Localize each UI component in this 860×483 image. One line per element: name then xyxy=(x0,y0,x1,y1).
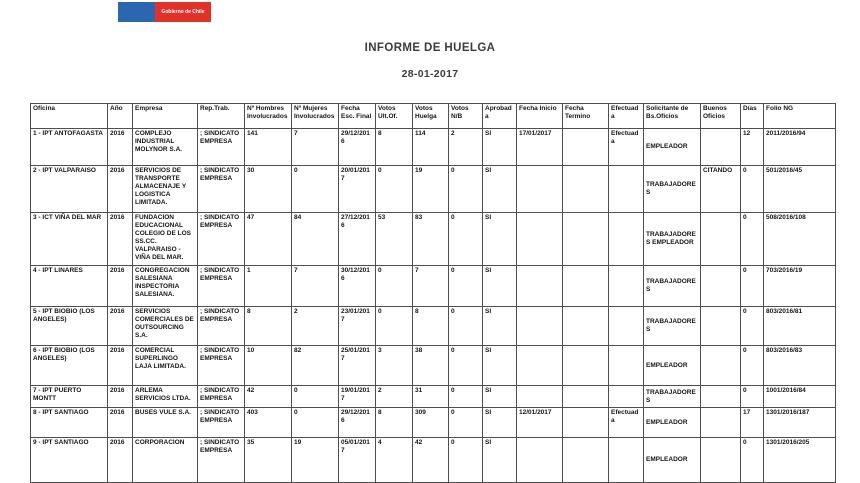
table-cell: 141 xyxy=(245,129,292,166)
column-header: Votos Huelga xyxy=(413,104,449,129)
table-cell xyxy=(609,438,644,483)
table-cell xyxy=(517,213,563,266)
table-cell: 38 xyxy=(413,346,449,386)
table-cell xyxy=(609,213,644,266)
logo-flag-blue-block xyxy=(118,2,155,22)
table-cell: 8 xyxy=(376,408,413,438)
table-cell: 29/12/2016 xyxy=(339,408,376,438)
logo-flag-red-block xyxy=(155,2,211,22)
table-cell: SI xyxy=(483,346,517,386)
column-header: Votos Ult.Of. xyxy=(376,104,413,129)
table-cell: 0 xyxy=(292,386,339,408)
table-cell: 1301/2016/205 xyxy=(764,438,836,483)
table-cell: TRABAJADORES xyxy=(644,386,701,408)
table-cell xyxy=(563,213,609,266)
table-cell: 8 - IPT SANTIAGO xyxy=(31,408,108,438)
table-cell xyxy=(609,166,644,213)
table-cell: 7 - IPT PUERTO MONTT xyxy=(31,386,108,408)
table-cell: COMERCIAL SUPERLINGO LAJA LIMITADA. xyxy=(133,346,198,386)
column-header: Solicitante de Bs.Oficios xyxy=(644,104,701,129)
table-cell: 114 xyxy=(413,129,449,166)
table-cell: 2016 xyxy=(108,346,133,386)
table-cell: 703/2016/19 xyxy=(764,266,836,307)
table-cell xyxy=(517,386,563,408)
table-cell: 2016 xyxy=(108,213,133,266)
table-cell xyxy=(609,386,644,408)
table-cell: 31 xyxy=(413,386,449,408)
table-cell: TRABAJADORES EMPLEADOR xyxy=(644,213,701,266)
column-header: Fecha Termino xyxy=(563,104,609,129)
table-cell: SERVICIOS COMERCIALES DE OUTSOURCING S.A. xyxy=(133,307,198,346)
table-cell: 6 - IPT BIOBIO (LOS ANGELES) xyxy=(31,346,108,386)
column-header: Oficina xyxy=(31,104,108,129)
table-row xyxy=(31,408,836,438)
table-cell: 25/01/2017 xyxy=(339,346,376,386)
table-cell: 3 xyxy=(376,346,413,386)
table-cell xyxy=(563,346,609,386)
column-header: Nº Mujeres Involucrados xyxy=(292,104,339,129)
table-cell: 53 xyxy=(376,213,413,266)
table-cell: ARLEMA SERVICIOS LTDA. xyxy=(133,386,198,408)
table-cell: 0 xyxy=(741,386,764,408)
table-cell: 1001/2016/84 xyxy=(764,386,836,408)
table-cell: ; SINDICATO EMPRESA xyxy=(198,346,245,386)
table-cell: 0 xyxy=(741,438,764,483)
table-cell: 42 xyxy=(413,438,449,483)
table-cell xyxy=(701,307,741,346)
table-cell: 0 xyxy=(292,408,339,438)
table-cell: 7 xyxy=(413,266,449,307)
table-cell: 19 xyxy=(292,438,339,483)
table-cell: 10 xyxy=(245,346,292,386)
table-cell: 2016 xyxy=(108,166,133,213)
column-header: Buenos Oficios xyxy=(701,104,741,129)
table-cell xyxy=(563,307,609,346)
table-cell: 23/01/2017 xyxy=(339,307,376,346)
column-header: Efectuada xyxy=(609,104,644,129)
table-cell: BUSES VULE S.A. xyxy=(133,408,198,438)
table-cell: 8 xyxy=(245,307,292,346)
table-cell: CITANDO xyxy=(701,166,741,213)
table-cell xyxy=(609,346,644,386)
table-cell: 508/2016/108 xyxy=(764,213,836,266)
table-cell: ; SINDICATO EMPRESA xyxy=(198,129,245,166)
table-cell: 17/01/2017 xyxy=(517,129,563,166)
table-cell xyxy=(701,213,741,266)
table-cell: 9 - IPT SANTIAGO xyxy=(31,438,108,483)
table-cell: 8 xyxy=(376,129,413,166)
table-cell: 2016 xyxy=(108,438,133,483)
column-header: Fecha Esc. Final xyxy=(339,104,376,129)
table-cell: 0 xyxy=(449,166,483,213)
table-cell: 12/01/2017 xyxy=(517,408,563,438)
table-cell: Efectuada xyxy=(609,129,644,166)
table-cell: 0 xyxy=(449,386,483,408)
table-cell: 47 xyxy=(245,213,292,266)
table-cell: 19 xyxy=(413,166,449,213)
table-cell xyxy=(517,438,563,483)
table-cell: 0 xyxy=(741,213,764,266)
table-cell: TRABAJADORES xyxy=(644,266,701,307)
table-cell: 5 - IPT BIOBIO (LOS ANGELES) xyxy=(31,307,108,346)
table-cell: TRABAJADORES xyxy=(644,166,701,213)
table-cell: SI xyxy=(483,307,517,346)
table-cell: 2 xyxy=(292,307,339,346)
table-cell: 7 xyxy=(292,266,339,307)
table-cell: COMPLEJO INDUSTRIAL MOLYNOR S.A. xyxy=(133,129,198,166)
column-header: Empresa xyxy=(133,104,198,129)
table-cell xyxy=(517,346,563,386)
table-row xyxy=(31,129,836,166)
table-cell: 803/2016/81 xyxy=(764,307,836,346)
table-cell: 0 xyxy=(741,307,764,346)
table-cell: 17 xyxy=(741,408,764,438)
table-cell: CORPORACION xyxy=(133,438,198,483)
table-cell: 12 xyxy=(741,129,764,166)
table-cell: 0 xyxy=(376,166,413,213)
table-row xyxy=(31,386,836,408)
table-cell: 803/2016/83 xyxy=(764,346,836,386)
table-cell: 0 xyxy=(449,266,483,307)
table-cell xyxy=(563,166,609,213)
table-cell: ; SINDICATO EMPRESA xyxy=(198,213,245,266)
table-cell: EMPLEADOR xyxy=(644,129,701,166)
table-cell xyxy=(563,386,609,408)
table-row xyxy=(31,266,836,307)
table-cell: EMPLEADOR xyxy=(644,408,701,438)
column-header: Rep.Trab. xyxy=(198,104,245,129)
table-cell: 501/2016/45 xyxy=(764,166,836,213)
table-cell: 35 xyxy=(245,438,292,483)
table-cell: 2016 xyxy=(108,307,133,346)
table-cell: 2016 xyxy=(108,266,133,307)
table-cell: SI xyxy=(483,213,517,266)
table-cell: 2 xyxy=(376,386,413,408)
table-cell xyxy=(701,408,741,438)
table-cell: 0 xyxy=(741,166,764,213)
table-cell: 0 xyxy=(449,438,483,483)
column-header: Año xyxy=(108,104,133,129)
table-cell: 0 xyxy=(449,307,483,346)
table-cell: 1 - IPT ANTOFAGASTA xyxy=(31,129,108,166)
table-cell: 20/01/2017 xyxy=(339,166,376,213)
table-cell xyxy=(701,346,741,386)
column-header: Folio NG xyxy=(764,104,836,129)
table-cell: CONGREGACION SALESIANA INSPECTORIA SALESIANA. xyxy=(133,266,198,307)
table-cell: 403 xyxy=(245,408,292,438)
table-cell: 0 xyxy=(449,213,483,266)
table-cell xyxy=(701,438,741,483)
table-cell: ; SINDICATO EMPRESA xyxy=(198,166,245,213)
table-cell: 4 - IPT LINARES xyxy=(31,266,108,307)
table-cell: 0 xyxy=(376,266,413,307)
table-cell: ; SINDICATO EMPRESA xyxy=(198,408,245,438)
table-cell: 2016 xyxy=(108,408,133,438)
gobierno-de-chile-logo xyxy=(118,2,211,22)
report-date: 28-01-2017 xyxy=(401,68,459,80)
table-cell: 19/01/2017 xyxy=(339,386,376,408)
table-cell: 2 xyxy=(449,129,483,166)
table-cell: ; SINDICATO EMPRESA xyxy=(198,386,245,408)
table-cell: 82 xyxy=(292,346,339,386)
table-cell: SI xyxy=(483,266,517,307)
table-cell xyxy=(701,386,741,408)
column-header: Nº Hombres Involucrados xyxy=(245,104,292,129)
table-cell: EMPLEADOR xyxy=(644,346,701,386)
table-cell xyxy=(609,266,644,307)
table-body xyxy=(31,129,836,483)
table-cell xyxy=(563,408,609,438)
table-cell: 309 xyxy=(413,408,449,438)
table-cell xyxy=(609,307,644,346)
table-cell xyxy=(563,266,609,307)
table-cell: ; SINDICATO EMPRESA xyxy=(198,438,245,483)
table-cell: 0 xyxy=(741,266,764,307)
table-cell xyxy=(701,266,741,307)
table-cell: 27/12/2016 xyxy=(339,213,376,266)
table-cell: 29/12/2016 xyxy=(339,129,376,166)
table-cell xyxy=(517,307,563,346)
table-cell xyxy=(517,266,563,307)
table-cell: EMPLEADOR xyxy=(644,438,701,483)
table-row xyxy=(31,213,836,266)
table-cell: Efectuada xyxy=(609,408,644,438)
table-header-row xyxy=(31,104,836,129)
logo-text: Gobierno de Chile xyxy=(161,8,205,15)
column-header: Aprobada xyxy=(483,104,517,129)
table-row xyxy=(31,166,836,213)
table-cell: SI xyxy=(483,129,517,166)
table-cell: 2016 xyxy=(108,129,133,166)
table-cell: 4 xyxy=(376,438,413,483)
table-cell: 2016 xyxy=(108,386,133,408)
table-cell: 83 xyxy=(413,213,449,266)
table-row xyxy=(31,438,836,483)
strike-report-table xyxy=(30,103,836,483)
table-cell: ; SINDICATO EMPRESA xyxy=(198,307,245,346)
table-row xyxy=(31,346,836,386)
table-cell xyxy=(563,438,609,483)
table-cell: 0 xyxy=(741,346,764,386)
table-cell: 0 xyxy=(292,166,339,213)
table-cell: 30/12/2016 xyxy=(339,266,376,307)
table-cell: 30 xyxy=(245,166,292,213)
table-cell: 2 - IPT VALPARAISO xyxy=(31,166,108,213)
table-cell: 0 xyxy=(449,346,483,386)
table-cell: ; SINDICATO EMPRESA xyxy=(198,266,245,307)
table-cell xyxy=(701,129,741,166)
table-cell xyxy=(563,129,609,166)
table-cell: SI xyxy=(483,166,517,213)
table-cell: 1301/2016/187 xyxy=(764,408,836,438)
table-cell: TRABAJADORES xyxy=(644,307,701,346)
table-cell: SI xyxy=(483,386,517,408)
report-title: INFORME DE HUELGA xyxy=(364,42,496,54)
table-cell: 3 - ICT VIÑA DEL MAR xyxy=(31,213,108,266)
table-cell: 8 xyxy=(413,307,449,346)
column-header: Días xyxy=(741,104,764,129)
table-cell xyxy=(517,166,563,213)
table-cell: 1 xyxy=(245,266,292,307)
table-cell: SI xyxy=(483,438,517,483)
table-cell: 05/01/2017 xyxy=(339,438,376,483)
table-cell: SERVICIOS DE TRANSPORTE ALMACENAJE Y LOGISTICA LIMITADA. xyxy=(133,166,198,213)
table-cell: 0 xyxy=(449,408,483,438)
table-cell: 2011/2016/94 xyxy=(764,129,836,166)
column-header: Votos N/B xyxy=(449,104,483,129)
table-cell: 42 xyxy=(245,386,292,408)
table-cell: FUNDACION EDUCACIONAL COLEGIO DE LOS SS.CC. VALPARAISO - VIÑA DEL MAR. xyxy=(133,213,198,266)
table-row xyxy=(31,307,836,346)
table-cell: 84 xyxy=(292,213,339,266)
table-cell: 0 xyxy=(376,307,413,346)
column-header: Fecha Inicio xyxy=(517,104,563,129)
table-cell: 7 xyxy=(292,129,339,166)
table-cell: SI xyxy=(483,408,517,438)
